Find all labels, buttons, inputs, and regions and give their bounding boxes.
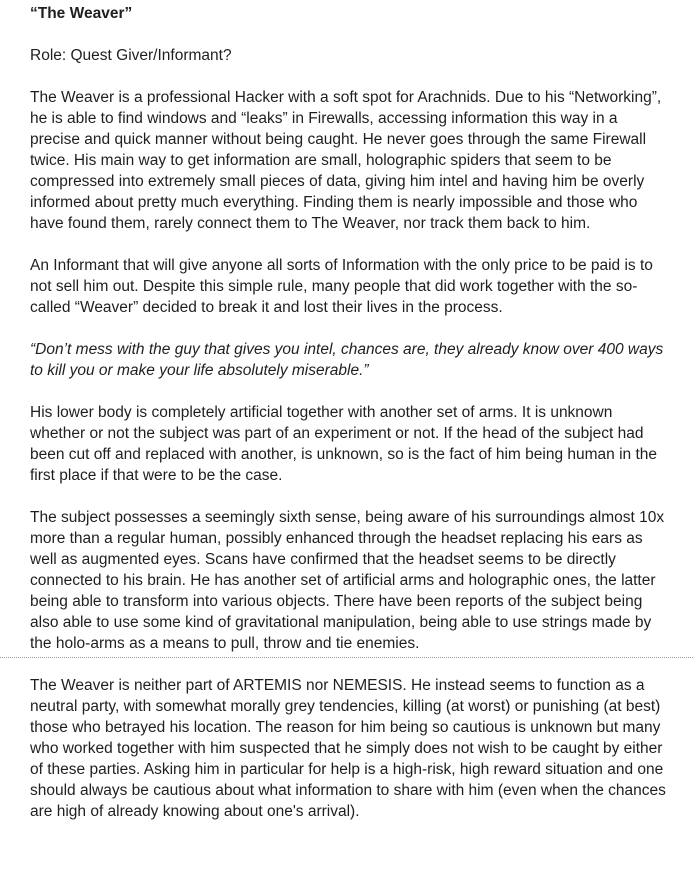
paragraph-abilities: The subject possesses a seemingly sixth sense, being aware of his surroundings almost 10x more than a regular human, possibly enhanced through the headset replacing his ears as well as augmented eyes. Scans have confirmed that the headset seems to be directly connected to his brain. He has another set of artificial arms and holographic ones, the latter being able to transform into various objects. There have been reports of the subject being also able to use some kind of gravitational manipulation, being able to use strings made by the holo-arms as a means to pull, throw and tie enemies.: [30, 509, 665, 652]
quote-paragraph: “Don’t mess with the guy that gives you intel, chances are, they already know over 400 ways to kill you or make your life absolutely miserable.”: [30, 341, 664, 379]
paragraph-introduction: The Weaver is a professional Hacker with a soft spot for Arachnids. Due to his “Networking”, he is able to find windows and “leaks” in Firewalls, accessing information this way in a precise and quick manner without being caught. He never goes through the same Firewall twice. His main way to get information are small, holographic spiders that seem to be compressed into extremely small pieces of data, giving him intel and having him be overly informed about pretty much everything. Finding them is nearly impossible and those who have found them, rarely connect them to The Weaver, nor track them back to him.: [30, 89, 662, 232]
paragraph-body: His lower body is completely artificial together with another set of arms. It is unknown whether or not the subject was part of an experiment or not. If the head of the subject had been cut off and replaced with another, is unknown, so is the fact of him being human in the first place if that were to be the case.: [30, 404, 658, 484]
role-line: Role: Quest Giver/Informant?: [30, 47, 232, 64]
paragraph-affiliation: The Weaver is neither part of ARTEMIS nor NEMESIS. He instead seems to function as a neutral party, with somewhat morally grey tendencies, killing (at worst) or punishing (at best) those who betrayed his location. The reason for him being so cautious is unknown but many who worked together with him suspected that he simply does not wish to be caught by either of these parties. Asking him in particular for help is a high-risk, high reward situation and one should always be cautious about what information to share with him (even when the chances are high of already knowing about one's arrival).: [30, 677, 666, 820]
page-break-divider: [0, 657, 693, 658]
paragraph-informant: An Informant that will give anyone all sorts of Information with the only price to be paid is to not sell him out. Despite this simple rule, many people that did work together with the so-called “Weaver” decided to break it and lost their lives in the process.: [30, 257, 653, 316]
document-title: “The Weaver”: [30, 5, 133, 22]
document-body: [30, 3, 670, 822]
